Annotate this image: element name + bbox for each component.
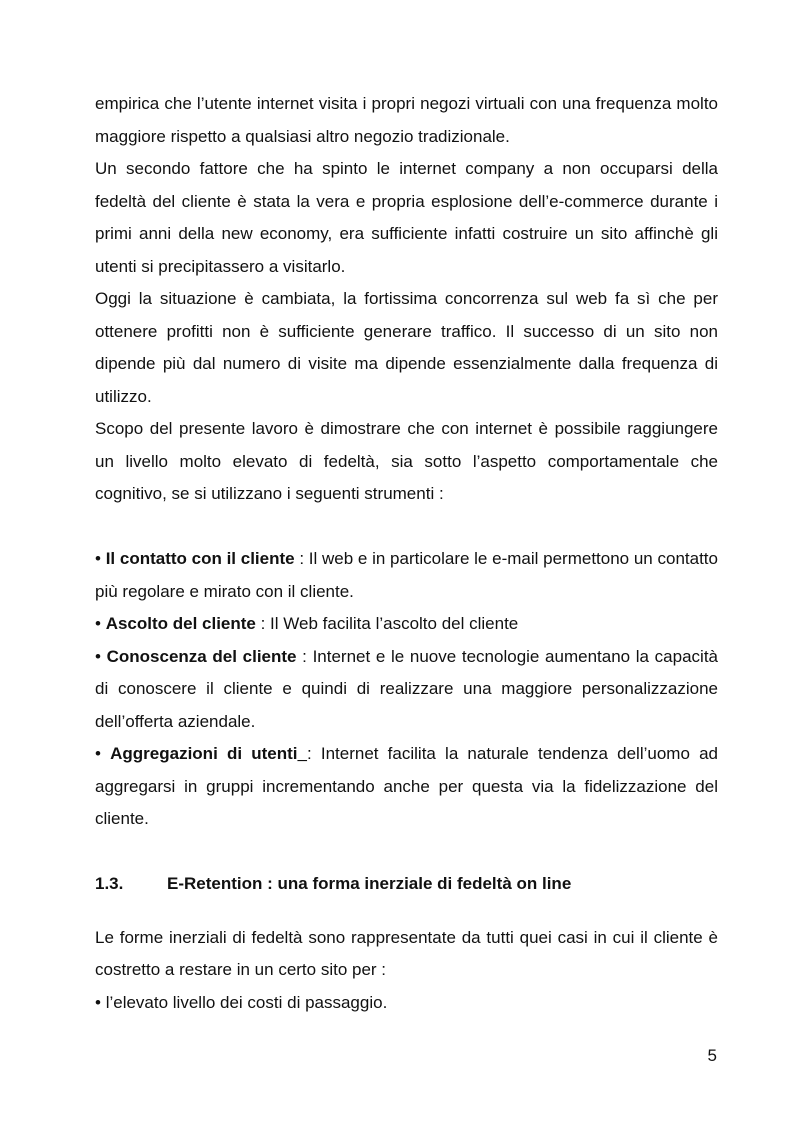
bullet-text: : Internet facilita la naturale tendenza dell’uomo ad aggregarsi in gruppi incrementando anche per questa via la fidelizzazione del cliente. [95,744,718,828]
page-number: 5 [707,1046,717,1065]
bullet-title: Aggregazioni di utenti [110,744,298,763]
bullet-title: Il contatto con il cliente [105,549,295,568]
bullet-marker: • [95,549,101,568]
bullet-item-ascolto [95,608,718,641]
section-bullet-item [95,987,718,1020]
bullet-item-aggregazioni [95,738,718,836]
bullet-title: Conoscenza del cliente [106,646,297,666]
bullet-text: l’elevato livello dei costi di passaggio. [105,992,388,1012]
document-body [95,88,718,1019]
bullet-underscore: _ [297,744,307,763]
section-title: E-Retention : una forma inerziale di fedeltà on line [167,874,572,893]
bullet-marker: • [95,992,101,1012]
paragraph-2: Un secondo fattore che ha spinto le internet company a non occuparsi della fedeltà del cliente è stata la vera e propria esplosione dell’e-commerce durante i primi anni della new economy, era sufficiente infatti costruire un sito affinchè gli utenti si precipitassero a visitarlo. [95,159,718,276]
bullet-marker: • [95,646,101,666]
bullet-item-contatto [95,543,718,608]
spacer [95,901,718,922]
spacer [95,836,718,869]
bullet-text: : Il Web facilita l’ascolto del cliente [255,614,519,633]
section-heading [95,868,718,901]
bullet-text: : Internet e le nuove tecnologie aumentano la capacità di conoscere il cliente e quindi di realizzare una maggiore personalizzazione dell’offerta aziendale. [95,646,718,731]
paragraph-3: Oggi la situazione è cambiata, la fortissima concorrenza sul web fa sì che per ottenere profitti non è sufficiente generare traffico. Il successo di un sito non dipende più dal numero di visite ma dipende essenzialmente dalla frequenza di utilizzo. [95,289,718,406]
bullet-title: Ascolto del cliente [105,614,256,633]
bullet-item-conoscenza [95,641,718,739]
spacer [95,511,718,544]
paragraph-1: empirica che l’utente internet visita i propri negozi virtuali con una frequenza molto maggiore rispetto a qualsiasi altro negozio tradizionale. [95,94,718,146]
paragraph-4: Scopo del presente lavoro è dimostrare che con internet è possibile raggiungere un livello molto elevato di fedeltà, sia sotto l’aspetto comportamentale che cognitivo, se si utilizzano i seguenti strumenti : [95,419,718,503]
section-paragraph: Le forme inerziali di fedeltà sono rappresentate da tutti quei casi in cui il cliente è costretto a restare in un certo sito per : [95,927,718,979]
bullet-marker: • [95,614,101,633]
section-number: 1.3. [95,874,124,893]
bullet-text: : Il web e in particolare le e-mail permettono un contatto più regolare e mirato con il cliente. [95,549,718,601]
bullet-marker: • [95,744,101,763]
